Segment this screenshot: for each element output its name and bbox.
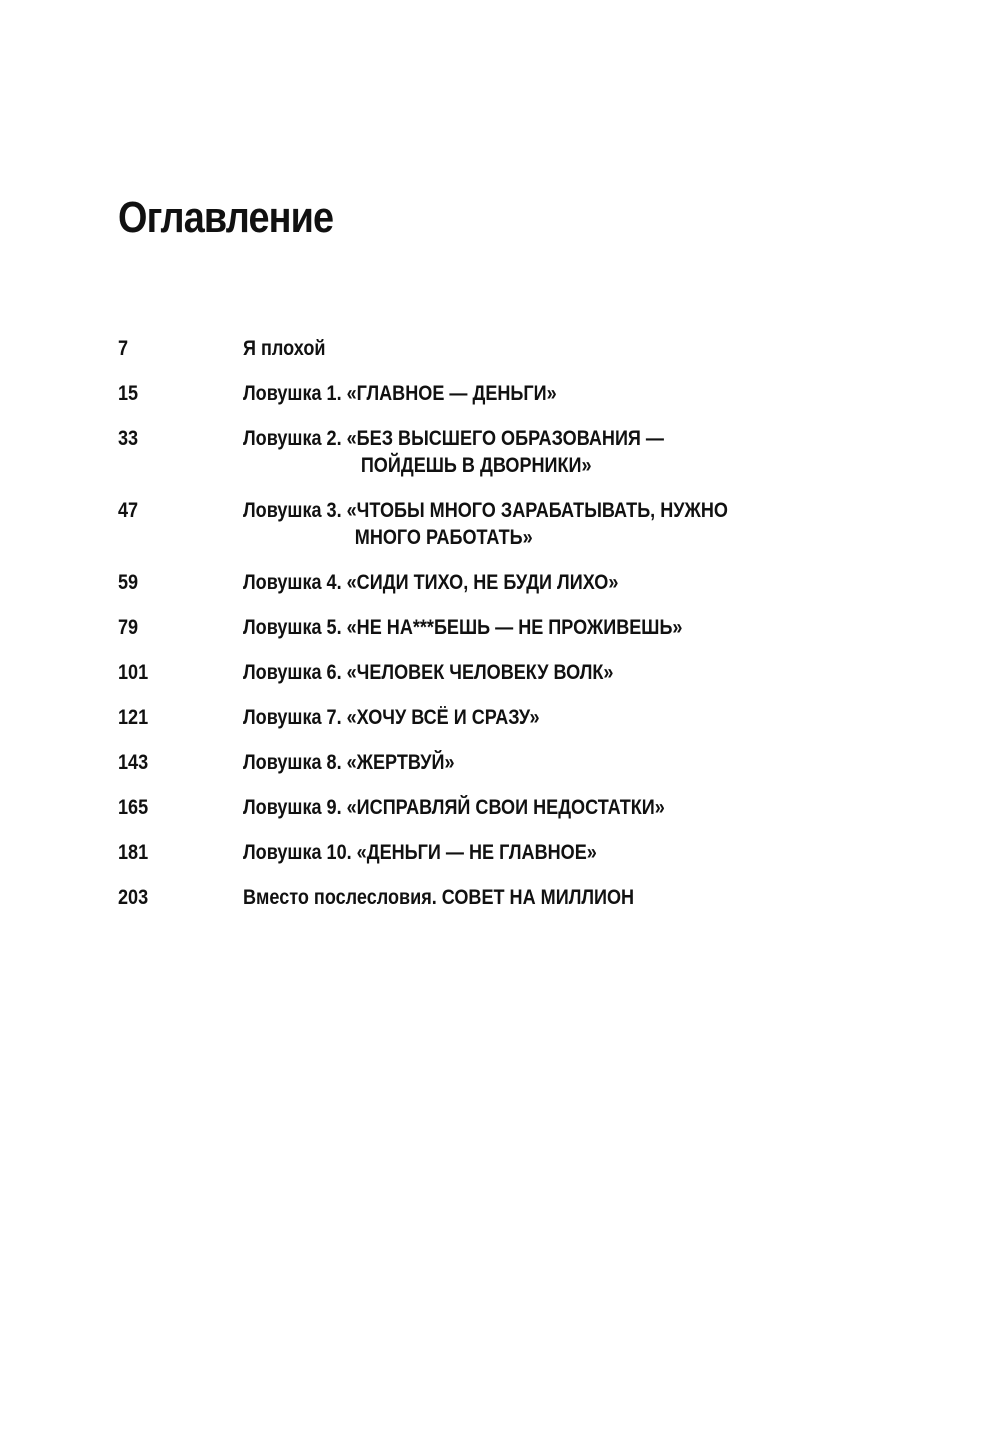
- toc-page-number: 203: [118, 886, 149, 909]
- toc-page-number: 59: [118, 571, 139, 594]
- toc-page-number: 181: [118, 841, 149, 864]
- toc-item: [118, 884, 898, 911]
- toc-entry-title: [243, 659, 806, 686]
- toc-page-number: 121: [118, 706, 149, 729]
- toc-item: [118, 749, 898, 776]
- toc-item: [118, 704, 898, 731]
- toc-item: [118, 794, 898, 821]
- toc-page-number: 143: [118, 751, 149, 774]
- toc-entry-title: [243, 794, 806, 821]
- toc-entry-title: [243, 380, 806, 407]
- toc-entry-line: Ловушка 10. «ДЕНЬГИ — НЕ ГЛАВНОЕ»: [243, 841, 597, 864]
- toc-page-number: 47: [118, 499, 139, 522]
- toc-entry-line: Ловушка 9. «ИСПРАВЛЯЙ СВОИ НЕДОСТАТКИ»: [243, 796, 665, 819]
- toc-entry-line: Ловушка 4. «СИДИ ТИХО, НЕ БУДИ ЛИХО»: [243, 571, 619, 594]
- toc-page-number: 101: [118, 661, 149, 684]
- toc-entry-title: [243, 614, 806, 641]
- table-of-contents: [118, 335, 898, 929]
- toc-entry-title: [243, 884, 806, 911]
- toc-entry-line: Ловушка 5. «НЕ НА***БЕШЬ — НЕ ПРОЖИВЕШЬ»: [243, 616, 683, 639]
- toc-item: [118, 425, 898, 479]
- toc-item: [118, 335, 898, 362]
- toc-entry-title: [243, 749, 806, 776]
- toc-entry-line: Ловушка 2. «БЕЗ ВЫСШЕГО ОБРАЗОВАНИЯ —: [243, 427, 664, 450]
- toc-page-number: 33: [118, 427, 139, 450]
- toc-entry-title: [243, 569, 806, 596]
- toc-page-number: 7: [118, 337, 129, 360]
- toc-entry-title: [243, 704, 806, 731]
- toc-entry-line: Я плохой: [243, 337, 326, 360]
- toc-entry-line: Ловушка 3. «ЧТОБЫ МНОГО ЗАРАБАТЫВАТЬ, НУЖНО: [243, 499, 728, 522]
- toc-item: [118, 839, 898, 866]
- toc-item: [118, 659, 898, 686]
- toc-entry-line: МНОГО РАБОТАТЬ»: [354, 526, 533, 549]
- toc-entry-title: [243, 497, 806, 551]
- toc-page-number: 79: [118, 616, 139, 639]
- toc-entry-title: [243, 425, 806, 479]
- toc-entry-line: Ловушка 1. «ГЛАВНОЕ — ДЕНЬГИ»: [243, 382, 557, 405]
- toc-page-number: 165: [118, 796, 149, 819]
- toc-item: [118, 497, 898, 551]
- toc-item: [118, 569, 898, 596]
- toc-entry-line: ПОЙДЕШЬ В ДВОРНИКИ»: [360, 454, 592, 477]
- toc-item: [118, 614, 898, 641]
- toc-entry-line: Ловушка 6. «ЧЕЛОВЕК ЧЕЛОВЕКУ ВОЛК»: [243, 661, 614, 684]
- page-title: Оглавление: [118, 193, 334, 242]
- toc-item: [118, 380, 898, 407]
- toc-page-number: 15: [118, 382, 139, 405]
- toc-entry-title: [243, 335, 806, 362]
- toc-entry-line: Вместо послесловия. СОВЕТ НА МИЛЛИОН: [243, 886, 635, 909]
- toc-entry-line: Ловушка 7. «ХОЧУ ВСЁ И СРАЗУ»: [243, 706, 540, 729]
- toc-entry-title: [243, 839, 806, 866]
- toc-entry-line: Ловушка 8. «ЖЕРТВУЙ»: [243, 751, 455, 774]
